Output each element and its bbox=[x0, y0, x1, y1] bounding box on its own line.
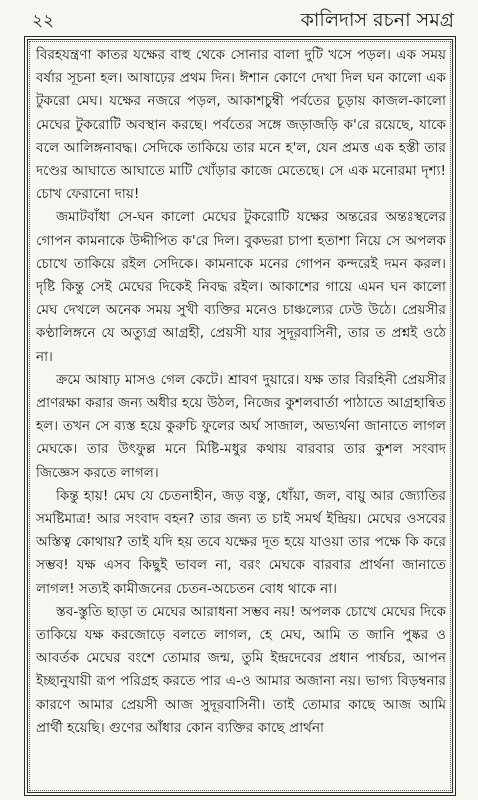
running-title: কালিদাস রচনা সমগ্র bbox=[300, 9, 454, 31]
page-number: ২২ bbox=[32, 11, 55, 31]
text-frame-border bbox=[24, 36, 456, 796]
paragraph-4: কিন্তু হায়! মেঘ যে চেতনাহীন, জড় বস্তু, ধোঁয়া, জল, বায়ু আর জ্যোতির সমষ্টিমাত্র! আর সংবাদ বহন? তার জন্য ত চাই সমর্থ ইন্দ্রিয়। মেঘের ওসবের অস্তিত্ব কোথায়? তাই যদি হয় তবে যক্ষের দূত হয়ে যাওয়া তার পক্ষে কি করে সম্ভব! যক্ষ এসব কিছুই ভাবল না, বরং মেঘকে বারবার প্রার্থনা জানাতে লাগল! সত্যই কামীজনের চেতন-অচেতন বোধ থাকে না। bbox=[36, 487, 446, 597]
page-header bbox=[0, 0, 478, 34]
paragraph-3: ক্রমে আষাঢ় মাসও গেল কেটে। শ্রাবণ দুয়ারে। যক্ষ তার বিরহিনী প্রেয়সীর প্রাণরক্ষা করার জন্য অধীর হয়ে উঠল, নিজের কুশলবার্তা পাঠাতে আগ্রহান্বিত হল। তখন সে ব্যস্ত হয়ে কুরুচি ফুলের অর্ঘ সাজাল, অভ্যর্থনা জানাতে লাগল মেঘকে। তার উৎফুল্ল মনে মিষ্টি-মধুর কথায় বারবার তার কুশল সংবাদ জিজ্ঞেস করতে লাগল। bbox=[36, 371, 446, 481]
paragraph-5: স্তব-স্তুতি ছাড়া ত মেঘের আরাধনা সম্ভব নয়! অপলক চোখে মেঘের দিকে তাকিয়ে যক্ষ করজোড়ে বলতে লাগল, হে মেঘ, আমি ত জানি পুষ্কর ও আবর্তক মেঘের বংশে তোমার জন্ম, তুমি ইন্দ্রদেবের প্রধান পার্ষচর, আপন ইচ্ছানুযায়ী রূপ পরিগ্রহ করতে পার এ-ও আমার অজানা নয়। ভাগ্য বিড়ম্বনার কারণে আমার প্রেয়সী আজ সুদূরবাসিনী। তাই তোমার কাছে আজ আমি প্রার্থী হয়েছি। গুণের আঁধার কোন ব্যক্তির কাছে প্রার্থনা bbox=[36, 603, 446, 736]
paragraph-1: বিরহযন্ত্রণা কাতর যক্ষের বাহু থেকে সোনার বালা দুটি খসে পড়ল। এক সময় বর্ষার সূচনা হল। আষাঢ়ের প্রথম দিন। ঈশান কোণে দেখা দিল ঘন কালো এক টুকরো মেঘ। যক্ষের নজরে পড়ল, আকাশচুম্বী পর্বতের চূড়ায় কাজল-কালো মেঘের টুকরোটি অবস্থান করছে। পর্বতের সঙ্গে জড়াজড়ি ক'রে রয়েছে, যাকে বলে আলিঙ্গনাবদ্ধ। সেদিকে তাকিয়ে তার মনে হ'ল, যেন প্রমত্ত এক হস্তী তার দণ্ডের আঘাতে আঘাতে মাটি খোঁড়ার কাজে মেতেছে। সে এক মনোরমা দৃশ্য! চোখ ফেরানো দায়! bbox=[36, 47, 446, 203]
body-text bbox=[36, 44, 446, 740]
paragraph-2: জমাটবাঁধা সে-ঘন কালো মেঘের টুকরোটি যক্ষের অন্তরের অন্তঃস্থলের গোপন কামনাকে উদ্দীপিত ক'রে দিল। বুকভরা চাপা হতাশা নিয়ে সে অপলক চোখে তাকিয়ে রইল সেদিকে। কামনাকে মনের গোপন কন্দরেই দমন করল। দৃষ্টি কিন্তু সেই মেঘের দিকেই নিবদ্ধ রইল। আকাশের গায়ে এমন ঘন কালো মেঘ দেখলে অনেক সময় সুখী ব্যক্তির মনেও চাঞ্চল্যের ঢেউ উঠে। প্রেয়সীর কণ্ঠালিঙ্গনে যে অত্যুগ্র আগ্রহী, প্রেয়সী যার সুদূরবাসিনী, তার ত প্রশ্নই ওঠে না। bbox=[36, 209, 446, 365]
